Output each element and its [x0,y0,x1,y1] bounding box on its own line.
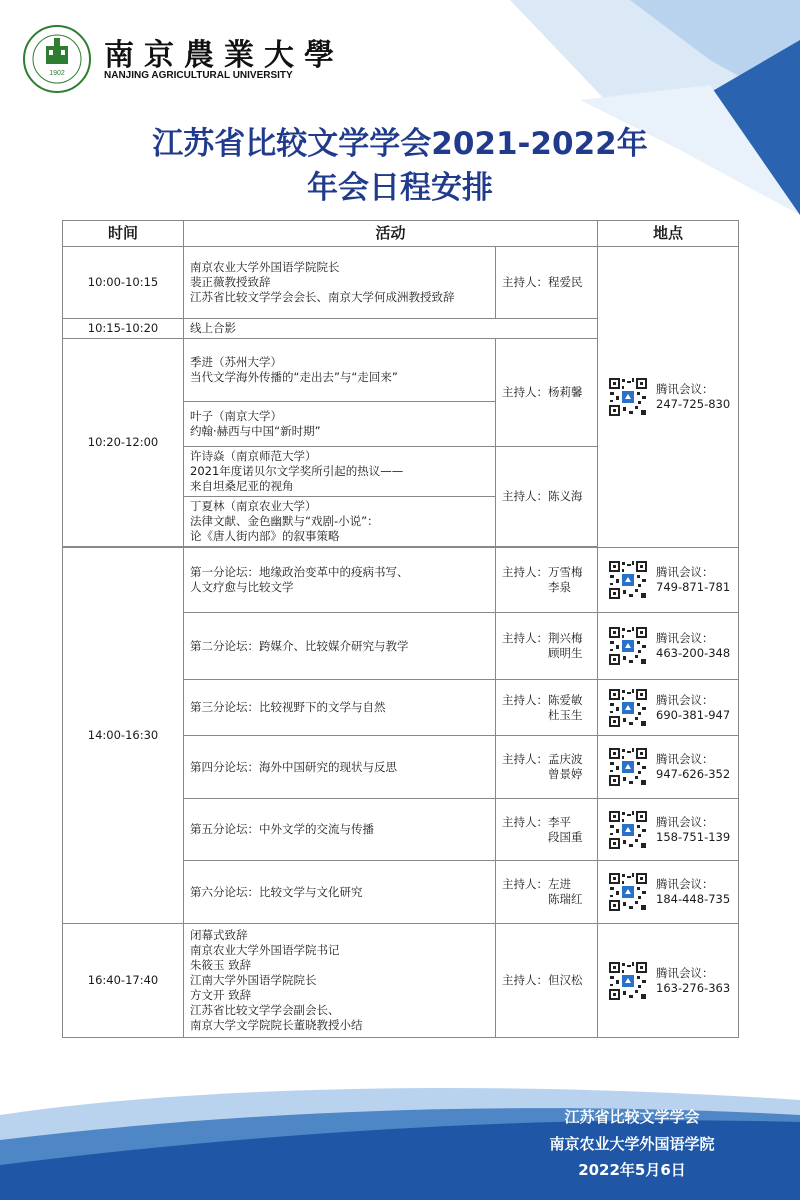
schedule-table [62,220,739,1038]
activity-cell: 第三分论坛：比较视野下的文学与自然 [184,680,496,736]
qr-code-icon[interactable] [608,377,648,417]
host-cell: 主持人： 万雪梅 李泉 [496,548,598,613]
location-cell: 腾讯会议： 690-381-947 [598,680,739,736]
university-name-cn: 南京農業大學 [104,38,344,73]
location-cell: 腾讯会议： 749-871-781 [598,548,739,613]
qr-code-icon[interactable] [608,810,648,850]
header-time: 时间 [63,221,184,247]
activity-cell: 第六分论坛：比较文学与文化研究 [184,861,496,924]
activity-cell: 许诗焱（南京师范大学） 2021年度诺贝尔文学奖所引起的热议—— 来自坦桑尼亚的视角 [184,447,496,497]
qr-code-icon[interactable] [608,688,648,728]
host-cell: 主持人： 程爱民 [496,247,598,319]
activity-cell: 叶子（南京大学） 约翰·赫西与中国“新时期” [184,402,496,447]
qr-code-icon[interactable] [608,872,648,912]
table-row [63,548,739,613]
host-cell: 主持人： 但汉松 [496,924,598,1038]
activity-cell: 第五分论坛：中外文学的交流与传播 [184,799,496,861]
activity-cell: 闭幕式致辞 南京农业大学外国语学院书记 朱筱玉 致辞 江南大学外国语学院院长 方文开 致辞 江苏省比较文学学会副会长、 南京大学文学院院长董晓教授小结 [184,924,496,1038]
time-cell: 10:15-10:20 [63,319,184,339]
host-cell: 主持人： 杨莉馨 [496,339,598,447]
qr-code-icon[interactable] [608,626,648,666]
svg-text:1902: 1902 [49,70,65,77]
footer-date: 2022年5月6日 [578,1161,686,1179]
location-cell: 腾讯会议： 947-626-352 [598,736,739,799]
table-row [63,924,739,1038]
activity-cell: 季进（苏州大学） 当代文学海外传播的“走出去”与“走回来” [184,339,496,402]
qr-code-icon[interactable] [608,747,648,787]
time-cell: 10:00-10:15 [63,247,184,319]
time-cell: 14:00-16:30 [63,548,184,924]
host-cell: 主持人： 孟庆波 曾景婷 [496,736,598,799]
location-cell: 腾讯会议： 184-448-735 [598,861,739,924]
qr-code-icon[interactable] [608,961,648,1001]
host-cell: 主持人： 李平 段国重 [496,799,598,861]
page-title-line2: 年会日程安排 [307,170,493,206]
time-cell: 10:20-12:00 [63,339,184,547]
location-cell: 腾讯会议： 247-725-830 [598,247,739,548]
activity-cell: 南京农业大学外国语学院院长 裴正薇教授致辞 江苏省比较文学学会会长、南京大学何成洲教授致辞 [184,247,496,319]
footer-org2: 南京农业大学外国语学院 [549,1135,715,1153]
activity-cell: 丁夏林（南京农业大学） 法律文献、金色幽默与“戏剧-小说”： 论《唐人街内部》的叙事策略 [184,497,496,547]
activity-cell: 线上合影 [184,319,598,339]
time-cell: 16:40-17:40 [63,924,184,1038]
location-cell: 腾讯会议： 158-751-139 [598,799,739,861]
location-cell: 腾讯会议： 163-276-363 [598,924,739,1038]
host-cell: 主持人： 陈爱敏 杜玉生 [496,680,598,736]
host-cell: 主持人： 陈义海 [496,447,598,547]
activity-cell: 第一分论坛：地缘政治变革中的疫病书写、 人文疗愈与比较文学 [184,548,496,613]
activity-cell: 第四分论坛：海外中国研究的现状与反思 [184,736,496,799]
page-title-line1: 江苏省比较文学学会2021-2022年 [152,126,648,162]
activity-cell: 第二分论坛：跨媒介、比较媒介研究与教学 [184,613,496,680]
qr-code-icon[interactable] [608,560,648,600]
header-activity: 活动 [184,221,598,247]
header-location: 地点 [598,221,739,247]
table-row [63,247,739,319]
host-cell: 主持人： 左进 陈瑞红 [496,861,598,924]
footer-org1: 江苏省比较文学学会 [564,1108,700,1126]
university-logo [22,24,92,94]
university-name-en: NANJING AGRICULTURAL UNIVERSITY [104,70,293,81]
host-cell: 主持人： 荆兴梅 顾明生 [496,613,598,680]
location-cell: 腾讯会议： 463-200-348 [598,613,739,680]
table-header-row [63,221,739,247]
